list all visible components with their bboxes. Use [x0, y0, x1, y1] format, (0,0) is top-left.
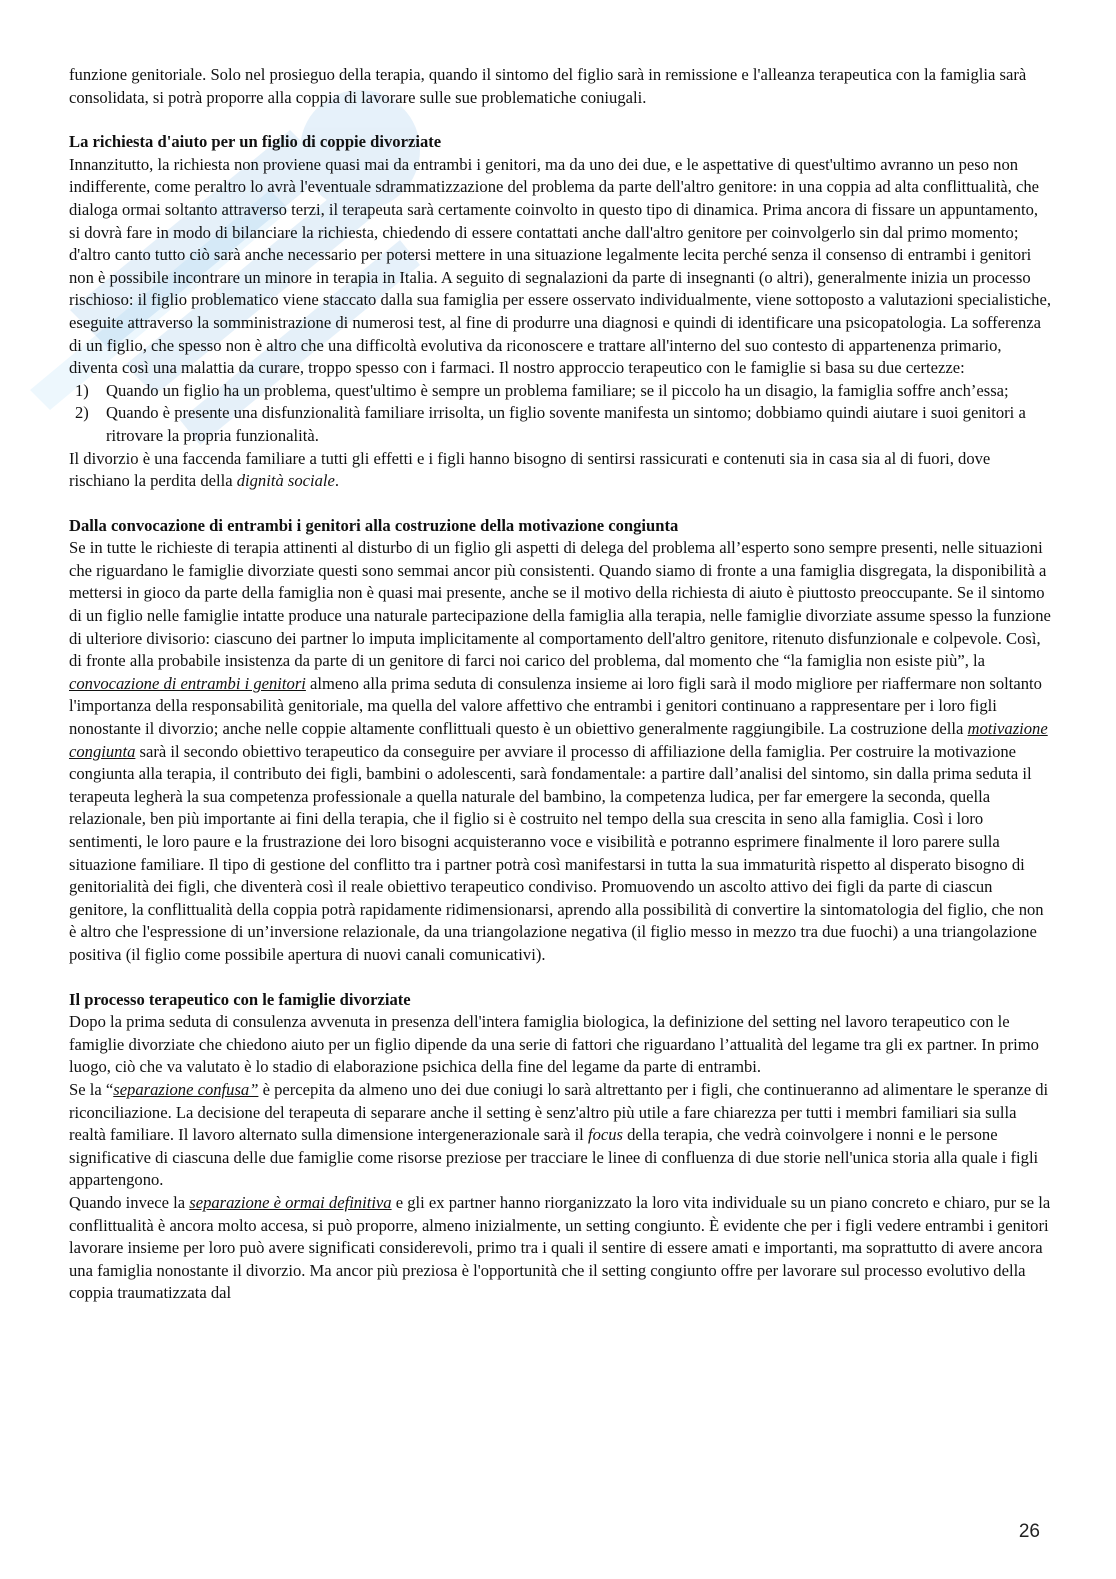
list-item-text: Quando è presente una disfunzionalità familiare irrisolta, un figlio sovente manifesta un sintomo; dobbiamo quindi aiutare i suoi genitori a ritrovare la propria funzionalità.	[106, 403, 1026, 445]
section3-paragraph-1: Dopo la prima seduta di consulenza avvenuta in presenza dell'intera famiglia biologica, la definizione del setting nel lavoro terapeutico con le famiglie divorziate che chiedono aiuto per un figlio dipende da una serie di fattori che riguardano l’attualità del legame tra gli ex partner. In primo luogo, ciò che va valutato è lo stadio di elaborazione psichica della fine del legame da parte di entrambi.	[69, 1012, 1039, 1077]
term-convocazione: convocazione di entrambi i genitori	[69, 673, 306, 693]
list-item	[69, 402, 1053, 447]
page-number: 26	[1018, 1521, 1040, 1542]
list-item-text: Quando un figlio ha un problema, quest'ultimo è sempre un problema familiare; se il piccolo ha un disagio, la famiglia soffre anch’essa;	[106, 380, 1009, 400]
intro-paragraph: funzione genitoriale. Solo nel prosieguo della terapia, quando il sintomo del figlio sarà in remissione e l'alleanza terapeutica con la famiglia sarà consolidata, si potrà proporre alla coppia di lavorare sulle sue problematiche coniugali.	[69, 65, 1027, 107]
spacer	[69, 109, 1053, 131]
paragraph-text: e gli ex partner hanno riorganizzato la loro vita individuale su un piano concreto e chiaro, pur se la conflittualità è ancora molto accesa, si può proporre, almeno inizialmente, un setting congiunto. È evidente che per i figli vedere entrambi i genitori lavorare insieme per loro può avere significati considerevoli, primo tra i quali il sentire di essere amati e importanti, ma soprattutto di avere ancora una famiglia nonostante il divorzio. Ma ancor più preziosa è l'opportunità che il setting congiunto offre per lavorare sul processo evolutivo della coppia traumatizzata dal	[69, 1192, 1051, 1303]
term-motivazione-congiunta: motivazione congiunta	[69, 719, 1048, 761]
paragraph-text: sarà il secondo obiettivo terapeutico da conseguire per avviare il processo di affiliazione della famiglia. Per costruire la motivazione congiunta alla terapia, il contributo dei figli, bambini o adolescenti, sarà fondamentale: a partire dall’analisi del sintomo, sin dalla prima seduta il terapeuta legherà la sua competenza professionale a quella naturale del bambino, la competenza ludica, per far emergere la seconda, quella relazionale, ben più importante ai fini della terapia, che il figlio si è costruito nel tempo della sua crescita in seno alla famiglia. Così i loro sentimenti, le loro paure e la frustrazione dei loro bisogni acquisteranno voce e visibilità e potranno esprimere finalmente il loro parere sulla situazione familiare. Il tipo di gestione del conflitto tra i partner potrà così manifestarsi in tutta la sua immaturità rispetto al disperato bisogno di genitorialità dei figli, che diventerà così il reale obiettivo terapeutico condiviso. Promuovendo un ascolto attivo dei figli da parte di ciascun genitore, la conflittualità della coppia potrà rapidamente ridimensionarsi, aprendo alla possibilità di convertire la sintomatologia del figlio, che non è altro che l'espressione di un’inversione relazionale, da una triangolazione negativa (il figlio messo in mezzo tra due fuochi) a una triangolazione positiva (il figlio come possibile apertura di nuovi canali comunicativi).	[69, 741, 1044, 964]
section-heading-processo: Il processo terapeutico con le famiglie divorziate	[69, 989, 411, 1009]
section1-closing	[69, 448, 1053, 493]
section-heading-convocazione: Dalla convocazione di entrambi i genitori alla costruzione della motivazione congiunta	[69, 515, 679, 535]
section3-paragraph-3	[69, 1192, 1053, 1305]
section-heading-richiesta: La richiesta d'aiuto per un figlio di coppie divorziate	[69, 132, 442, 152]
term-separazione-confusa: separazione confusa”	[113, 1079, 259, 1099]
list-item-number: 1)	[75, 380, 89, 400]
paragraph-text: Se la “	[69, 1079, 114, 1099]
paragraph-text: è percepita da almeno uno dei due coniugi lo sarà altrettanto per i figli, che continueranno ad alimentare le speranze di riconciliazione. La decisione del terapeuta di separare anche il setting è senz'altro più utile a fare chiarezza per tutti i membri familiari sia sulla realtà familiare. Il lavoro alternato sulla dimensione intergenerazionale sarà il	[69, 1079, 1049, 1145]
list-item-number: 2)	[75, 403, 89, 423]
certainties-list	[69, 380, 1053, 448]
document-page	[69, 64, 1053, 1305]
term-separazione-definitiva: separazione è ormai definitiva	[189, 1192, 392, 1212]
paragraph-text: della terapia, che vedrà coinvolgere i nonni e le persone significative di ciascuna delle due famiglie come risorse preziose per tracciare le linee di confluenza di due storie nell'unica storia alla quale i figli appartengono.	[69, 1125, 1039, 1190]
section1-paragraph: Innanzitutto, la richiesta non proviene quasi mai da entrambi i genitori, ma da uno dei due, e le aspettative di quest'ultimo avranno un peso non indifferente, come peraltro lo avrà l'eventuale sdrammatizzazione del problema da parte dell'altro genitore: in una coppia ad alta conflittualità, che dialoga ormai soltanto attraverso terzi, il terapeuta sarà certamente coinvolto in questo tipo di dinamica. Prima ancora di fissare un appuntamento, si dovrà fare in modo di bilanciare la richiesta, chiedendo di essere contattati anche dall'altro genitore per coinvolgerlo sin dal primo momento; d'altro canto tutto ciò sarà anche necessario per potersi mettere in una situazione legalmente lecita perché senza il consenso di entrambi i genitori non è possibile incontrare un minore in terapia in Italia. A seguito di segnalazioni da parte di insegnanti (o altri), generalmente inizia un processo rischioso: il figlio problematico viene staccato dalla sua famiglia per essere osservato individualmente, viene sottoposto a valutazioni specialistiche, eseguite attraverso la somministrazione di numerosi test, al fine di produrre una diagnosi e quindi di identificare una psicopatologia. La sofferenza di un figlio, che spesso non è altro che una difficoltà evolutiva da riconoscere e trattare all'interno del suo contesto di appartenenza primario, diventa così una malattia da curare, troppo spesso con i farmaci. Il nostro approccio terapeutico con le famiglie si basa su due certezze:	[69, 154, 1051, 378]
section3-paragraph-2	[69, 1079, 1053, 1192]
spacer	[69, 493, 1053, 515]
paragraph-text: Quando invece la	[69, 1192, 190, 1212]
emphasis-focus: focus	[587, 1125, 623, 1145]
list-item	[69, 380, 1053, 403]
spacer	[69, 967, 1053, 989]
paragraph-text: almeno alla prima seduta di consulenza insieme ai loro figli sarà il modo migliore per riaffermare non soltanto l'importanza della responsabilità genitoriale, ma quella del valore affettivo che entrambi i genitori continuano a rappresentare per i loro figli nonostante il divorzio; anche nelle coppie altamente conflittuali questo è un obiettivo generalmente raggiungibile. La costruzione della	[69, 673, 1042, 739]
paragraph-text: Se in tutte le richieste di terapia attinenti al disturbo di un figlio gli aspetti di delega del problema all’esperto sono sempre presenti, nelle situazioni che riguardano le famiglie divorziate questi sono semmai ancor più consistenti. Quando siamo di fronte a una famiglia disgregata, la disponibilità a mettersi in gioco da parte della famiglia non è quasi mai presente, anche se il motivo della richiesta di aiuto è piuttosto preoccupante. Se il sintomo di un figlio nelle famiglie intatte produce una naturale partecipazione della famiglia alla terapia, nelle famiglie divorziate assume spesso la funzione di ulteriore divisorio: ciascuno dei partner lo imputa implicitamente al comportamento dell'altro genitore, ritenuto disfunzionale e colpevole. Così, di fronte alla probabile insistenza da parte di un genitore di farci noi carico del problema, dal momento che “la famiglia non esiste più”, la	[69, 538, 1051, 671]
section2-paragraph	[69, 537, 1053, 966]
emphasis-dignita-sociale: dignità sociale	[236, 471, 335, 491]
closing-text: Il divorzio è una faccenda familiare a tutti gli effetti e i figli hanno bisogno di sentirsi rassicurati e contenuti sia in casa sia al di fuori, dove rischiano la perdita della	[69, 448, 991, 491]
closing-end: .	[334, 471, 340, 491]
